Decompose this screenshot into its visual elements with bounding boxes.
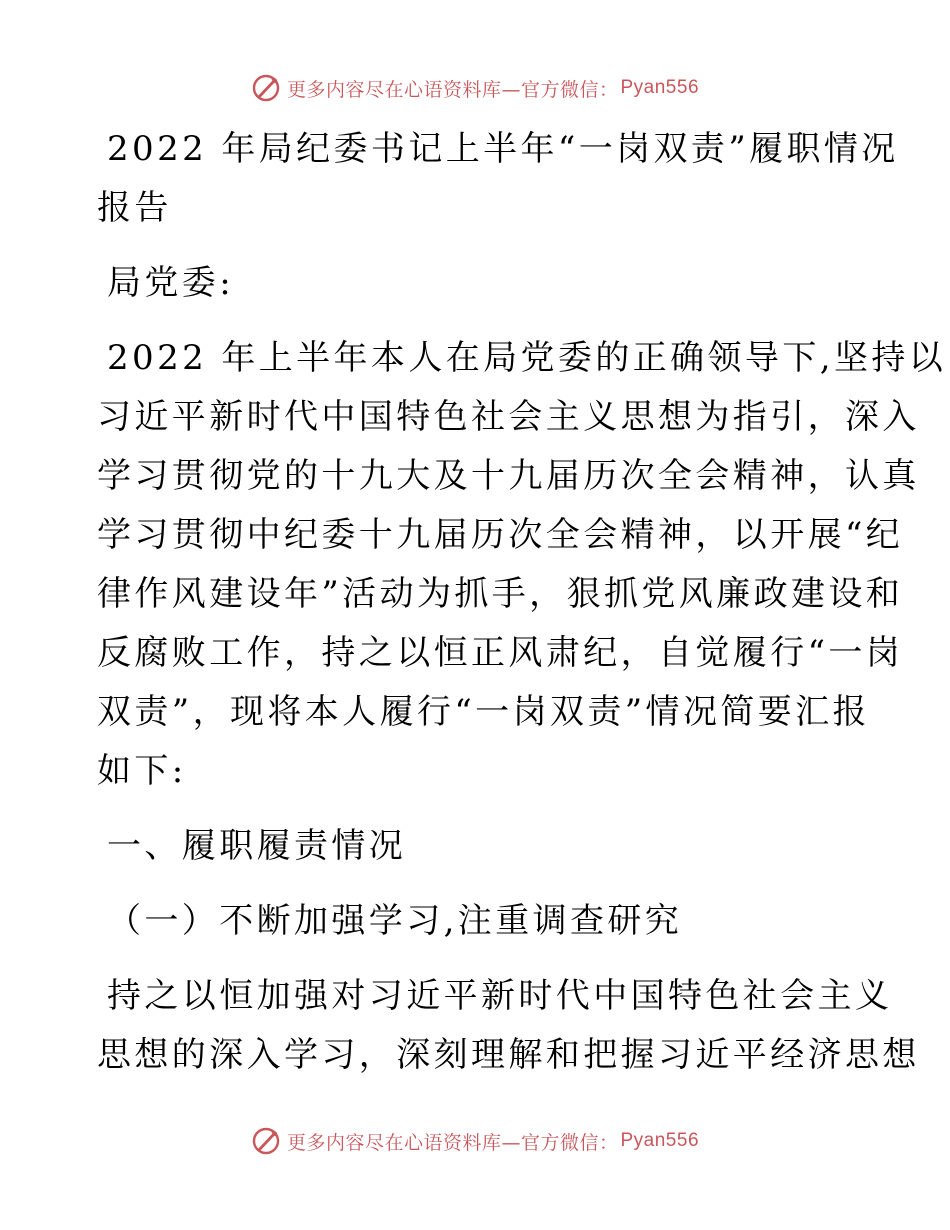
intro-paragraph: [97, 329, 947, 801]
footer-watermark: [0, 1123, 950, 1159]
quill-logo-icon: [251, 1126, 281, 1156]
intro-line: 2022 年上半年本人在局党委的正确领导下,坚持以: [107, 338, 947, 378]
intro-line: 反腐败工作，持之以恒正风肃纪，自觉履行“一岗: [97, 633, 904, 673]
intro-line: 学习贯彻中纪委十九届历次全会精神，以开展“纪: [97, 515, 904, 555]
header-watermark: [0, 70, 950, 106]
subsection-heading: （一）不断加强学习,注重调查研究: [107, 901, 683, 941]
intro-line: 如下:: [97, 751, 187, 791]
intro-line: 学习贯彻党的十九大及十九届历次全会精神，认真: [97, 456, 920, 496]
document-title-line-1: 2022 年局纪委书记上半年“一岗双责”履职情况: [107, 129, 899, 169]
body-paragraph: [97, 967, 920, 1085]
intro-line: 习近平新时代中国特色社会主义思想为指引，深入: [97, 397, 920, 437]
section-heading: 一、履职履责情况: [107, 826, 407, 866]
intro-line: 律作风建设年”活动为抓手，狠抓党风廉政建设和: [97, 574, 904, 614]
document-body: [97, 120, 947, 1085]
quill-logo-icon: [251, 73, 281, 103]
paragraph-line: 思想的深入学习，深刻理解和把握习近平经济思想: [97, 1035, 920, 1075]
watermark-text: 更多内容尽在心语资料库—官方微信：: [286, 78, 619, 101]
salutation: 局党委:: [107, 263, 235, 303]
watermark-account: Pyan556: [620, 1130, 700, 1151]
watermark-account: Pyan556: [620, 77, 700, 98]
paragraph-line: 持之以恒加强对习近平新时代中国特色社会主义: [107, 976, 893, 1016]
intro-line: 双责”，现将本人履行“一岗双责”情况简要汇报: [97, 692, 870, 732]
document-title-line-2: 报告: [97, 188, 172, 228]
watermark-text: 更多内容尽在心语资料库—官方微信：: [286, 1131, 619, 1154]
